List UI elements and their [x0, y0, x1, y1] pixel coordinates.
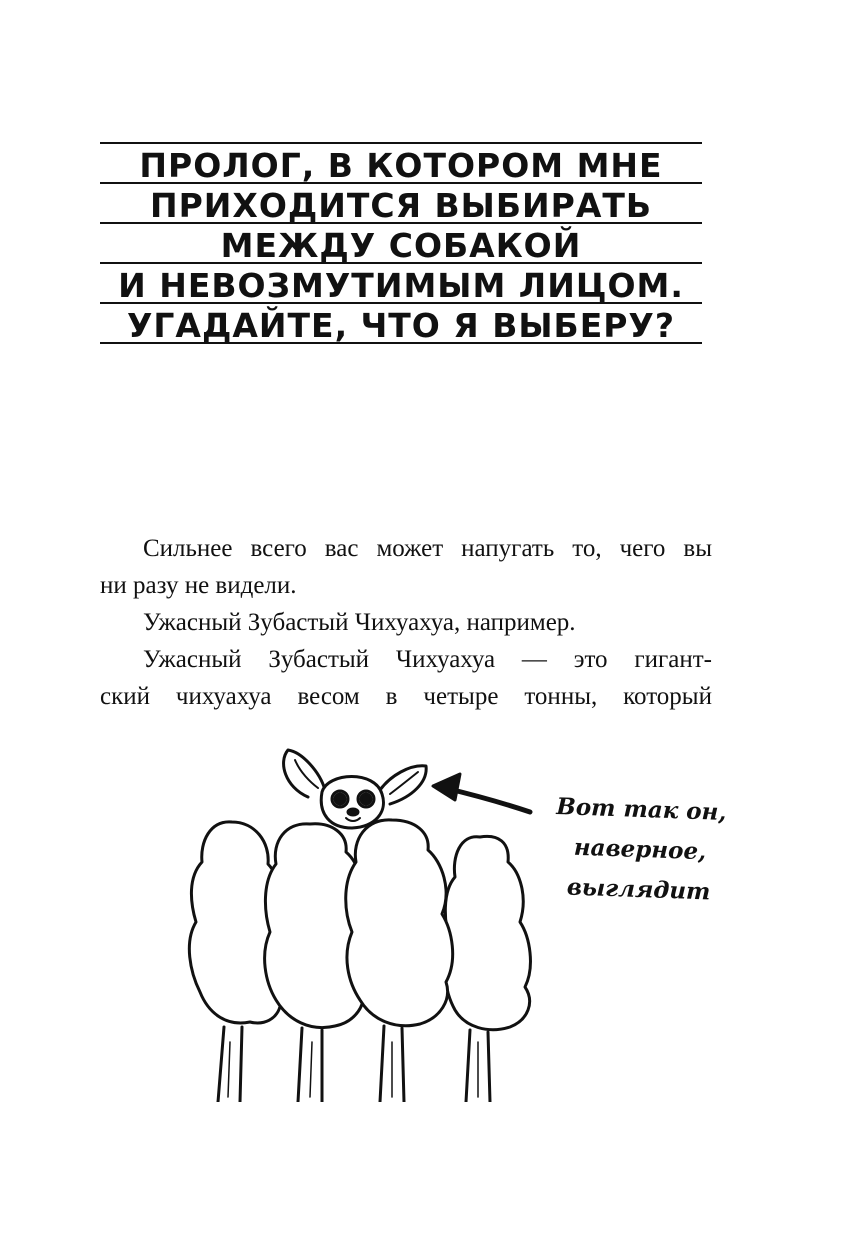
title-line-5: УГАДАЙТЕ, ЧТО Я ВЫБЕРУ? — [126, 306, 676, 345]
paragraph-line: Сильнее всего вас может напугать то, чего вы — [143, 535, 712, 562]
caption-line: Вот так он, — [555, 793, 727, 826]
chihuahua-trees-illustration — [170, 742, 570, 1102]
chihuahua-icon — [284, 750, 427, 828]
title-line-1: ПРОЛОГ, В КОТОРОМ МНЕ — [139, 146, 663, 185]
body-text — [100, 530, 712, 715]
paragraph: Ужасный Зубастый Чихуахуа, например. — [143, 609, 576, 636]
paragraph-line: ский чихуахуа весом в четыре тонны, который — [100, 683, 712, 710]
title-rule — [100, 142, 702, 144]
caption-line: выглядит — [566, 873, 711, 906]
paragraph-line: Ужасный Зубастый Чихуахуа — это гигант- — [143, 646, 712, 673]
illustration-caption — [543, 787, 737, 914]
tree-icon — [346, 820, 453, 1102]
title-line-2: ПРИХОДИТСЯ ВЫБИРАТЬ — [149, 186, 653, 225]
title-line-3: МЕЖДУ СОБАКОЙ — [220, 226, 582, 265]
caption-line: наверное, — [573, 833, 707, 866]
tree-icon — [445, 836, 531, 1102]
arrow-icon — [433, 774, 530, 812]
paragraph-line: ни разу не видели. — [100, 572, 297, 599]
title-line-4: И НЕВОЗМУТИМЫМ ЛИЦОМ. — [118, 266, 684, 305]
